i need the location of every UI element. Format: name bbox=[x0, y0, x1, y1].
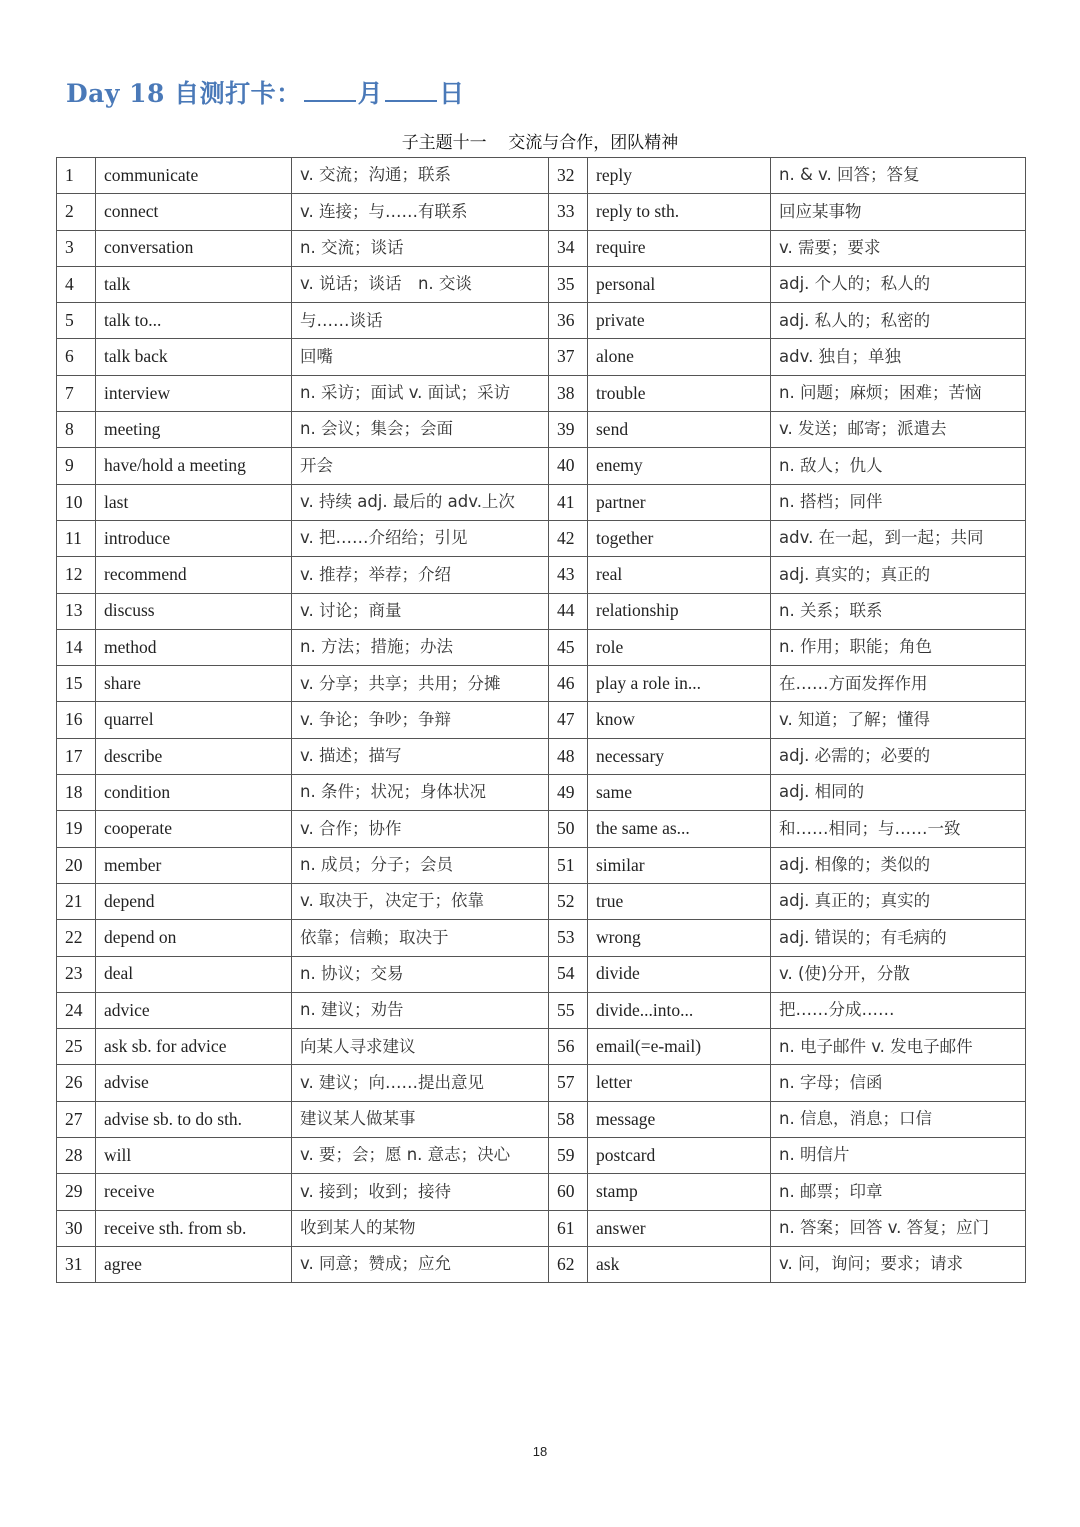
english-term: agree bbox=[96, 1246, 292, 1282]
english-term: partner bbox=[588, 484, 771, 520]
chinese-meaning: n. 建议；劝告 bbox=[292, 992, 549, 1028]
chinese-meaning: n. & v. 回答；答复 bbox=[771, 158, 1026, 194]
table-row bbox=[57, 992, 1026, 1028]
english-term: will bbox=[96, 1138, 292, 1174]
entry-number: 29 bbox=[57, 1174, 96, 1210]
chinese-meaning: v. 发送；邮寄；派遣去 bbox=[771, 412, 1026, 448]
chinese-meaning: n. 采访；面试 v. 面试；采访 bbox=[292, 375, 549, 411]
english-term: reply to sth. bbox=[588, 194, 771, 230]
english-term: describe bbox=[96, 738, 292, 774]
table-row bbox=[57, 557, 1026, 593]
chinese-meaning: 和……相同；与……一致 bbox=[771, 811, 1026, 847]
english-term: deal bbox=[96, 956, 292, 992]
english-term: recommend bbox=[96, 557, 292, 593]
chinese-meaning: v. 持续 adj. 最后的 adv.上次 bbox=[292, 484, 549, 520]
chinese-meaning: v. 分享；共享；共用；分摊 bbox=[292, 666, 549, 702]
english-term: together bbox=[588, 520, 771, 556]
chinese-meaning: n. 邮票；印章 bbox=[771, 1174, 1026, 1210]
english-term: personal bbox=[588, 266, 771, 302]
chinese-meaning: 回应某事物 bbox=[771, 194, 1026, 230]
entry-number: 18 bbox=[57, 775, 96, 811]
entry-number: 21 bbox=[57, 883, 96, 919]
chinese-meaning: 在……方面发挥作用 bbox=[771, 666, 1026, 702]
chinese-meaning: adj. 个人的；私人的 bbox=[771, 266, 1026, 302]
entry-number: 20 bbox=[57, 847, 96, 883]
entry-number: 42 bbox=[549, 520, 588, 556]
english-term: postcard bbox=[588, 1138, 771, 1174]
entry-number: 33 bbox=[549, 194, 588, 230]
entry-number: 4 bbox=[57, 266, 96, 302]
chinese-meaning: n. 方法；措施；办法 bbox=[292, 629, 549, 665]
entry-number: 58 bbox=[549, 1101, 588, 1137]
entry-number: 52 bbox=[549, 883, 588, 919]
entry-number: 39 bbox=[549, 412, 588, 448]
entry-number: 47 bbox=[549, 702, 588, 738]
chinese-meaning: n. 问题；麻烦；困难；苦恼 bbox=[771, 375, 1026, 411]
table-row bbox=[57, 412, 1026, 448]
entry-number: 51 bbox=[549, 847, 588, 883]
chinese-meaning: v. 交流；沟通；联系 bbox=[292, 158, 549, 194]
entry-number: 10 bbox=[57, 484, 96, 520]
chinese-meaning: 依靠；信赖；取决于 bbox=[292, 920, 549, 956]
page-number: 18 bbox=[532, 1444, 548, 1459]
chinese-meaning: n. 电子邮件 v. 发电子邮件 bbox=[771, 1029, 1026, 1065]
table-row bbox=[57, 847, 1026, 883]
chinese-meaning: adj. 错误的；有毛病的 bbox=[771, 920, 1026, 956]
entry-number: 40 bbox=[549, 448, 588, 484]
chinese-meaning: 收到某人的某物 bbox=[292, 1210, 549, 1246]
entry-number: 7 bbox=[57, 375, 96, 411]
day-label: 日 bbox=[439, 79, 465, 108]
entry-number: 60 bbox=[549, 1174, 588, 1210]
chinese-meaning: adv. 独自；单独 bbox=[771, 339, 1026, 375]
english-term: enemy bbox=[588, 448, 771, 484]
english-term: method bbox=[96, 629, 292, 665]
entry-number: 5 bbox=[57, 303, 96, 339]
english-term: alone bbox=[588, 339, 771, 375]
table-row bbox=[57, 1210, 1026, 1246]
entry-number: 8 bbox=[57, 412, 96, 448]
english-term: relationship bbox=[588, 593, 771, 629]
table-row bbox=[57, 266, 1026, 302]
entry-number: 26 bbox=[57, 1065, 96, 1101]
table-row bbox=[57, 920, 1026, 956]
vocabulary-table bbox=[56, 157, 1026, 1283]
english-term: message bbox=[588, 1101, 771, 1137]
chinese-meaning: n. 明信片 bbox=[771, 1138, 1026, 1174]
english-term: talk back bbox=[96, 339, 292, 375]
chinese-meaning: adj. 私人的；私密的 bbox=[771, 303, 1026, 339]
table-row bbox=[57, 158, 1026, 194]
chinese-meaning: adv. 在一起，到一起；共同 bbox=[771, 520, 1026, 556]
english-term: advise bbox=[96, 1065, 292, 1101]
english-term: stamp bbox=[588, 1174, 771, 1210]
table-row bbox=[57, 1138, 1026, 1174]
english-term: email(=e-mail) bbox=[588, 1029, 771, 1065]
entry-number: 46 bbox=[549, 666, 588, 702]
english-term: condition bbox=[96, 775, 292, 811]
chinese-meaning: n. 成员；分子；会员 bbox=[292, 847, 549, 883]
table-row bbox=[57, 1065, 1026, 1101]
chinese-meaning: v. 合作；协作 bbox=[292, 811, 549, 847]
table-row bbox=[57, 339, 1026, 375]
entry-number: 45 bbox=[549, 629, 588, 665]
table-row bbox=[57, 303, 1026, 339]
table-row bbox=[57, 230, 1026, 266]
entry-number: 3 bbox=[57, 230, 96, 266]
english-term: interview bbox=[96, 375, 292, 411]
entry-number: 50 bbox=[549, 811, 588, 847]
chinese-meaning: 把……分成…… bbox=[771, 992, 1026, 1028]
chinese-meaning: adj. 相同的 bbox=[771, 775, 1026, 811]
english-term: letter bbox=[588, 1065, 771, 1101]
chinese-meaning: 建议某人做某事 bbox=[292, 1101, 549, 1137]
chinese-meaning: adj. 真实的；真正的 bbox=[771, 557, 1026, 593]
english-term: send bbox=[588, 412, 771, 448]
english-term: member bbox=[96, 847, 292, 883]
english-term: last bbox=[96, 484, 292, 520]
table-row bbox=[57, 775, 1026, 811]
chinese-meaning: v. 连接；与……有联系 bbox=[292, 194, 549, 230]
chinese-meaning: 向某人寻求建议 bbox=[292, 1029, 549, 1065]
entry-number: 61 bbox=[549, 1210, 588, 1246]
table-row bbox=[57, 194, 1026, 230]
entry-number: 35 bbox=[549, 266, 588, 302]
english-term: private bbox=[588, 303, 771, 339]
entry-number: 2 bbox=[57, 194, 96, 230]
entry-number: 55 bbox=[549, 992, 588, 1028]
entry-number: 38 bbox=[549, 375, 588, 411]
english-term: same bbox=[588, 775, 771, 811]
entry-number: 62 bbox=[549, 1246, 588, 1282]
entry-number: 6 bbox=[57, 339, 96, 375]
english-term: talk bbox=[96, 266, 292, 302]
chinese-meaning: v. 问，询问；要求；请求 bbox=[771, 1246, 1026, 1282]
chinese-meaning: n. 协议；交易 bbox=[292, 956, 549, 992]
chinese-meaning: n. 搭档；同伴 bbox=[771, 484, 1026, 520]
entry-number: 28 bbox=[57, 1138, 96, 1174]
english-term: reply bbox=[588, 158, 771, 194]
english-term: trouble bbox=[588, 375, 771, 411]
english-term: ask bbox=[588, 1246, 771, 1282]
entry-number: 22 bbox=[57, 920, 96, 956]
english-term: play a role in... bbox=[588, 666, 771, 702]
chinese-meaning: v. 建议；向……提出意见 bbox=[292, 1065, 549, 1101]
entry-number: 56 bbox=[549, 1029, 588, 1065]
english-term: cooperate bbox=[96, 811, 292, 847]
english-term: advice bbox=[96, 992, 292, 1028]
month-blank[interactable] bbox=[304, 78, 356, 102]
entry-number: 31 bbox=[57, 1246, 96, 1282]
english-term: similar bbox=[588, 847, 771, 883]
table-row bbox=[57, 702, 1026, 738]
chinese-meaning: v. 需要；要求 bbox=[771, 230, 1026, 266]
title-prefix: Day 18 自测打卡： bbox=[66, 79, 302, 108]
entry-number: 34 bbox=[549, 230, 588, 266]
entry-number: 12 bbox=[57, 557, 96, 593]
entry-number: 24 bbox=[57, 992, 96, 1028]
english-term: real bbox=[588, 557, 771, 593]
english-term: answer bbox=[588, 1210, 771, 1246]
english-term: communicate bbox=[96, 158, 292, 194]
table-row bbox=[57, 1174, 1026, 1210]
english-term: meeting bbox=[96, 412, 292, 448]
english-term: have/hold a meeting bbox=[96, 448, 292, 484]
chinese-meaning: n. 作用；职能；角色 bbox=[771, 629, 1026, 665]
table-row bbox=[57, 883, 1026, 919]
chinese-meaning: 与……谈话 bbox=[292, 303, 549, 339]
english-term: wrong bbox=[588, 920, 771, 956]
entry-number: 13 bbox=[57, 593, 96, 629]
entry-number: 9 bbox=[57, 448, 96, 484]
chinese-meaning: n. 交流；谈话 bbox=[292, 230, 549, 266]
english-term: conversation bbox=[96, 230, 292, 266]
table-row bbox=[57, 1029, 1026, 1065]
entry-number: 57 bbox=[549, 1065, 588, 1101]
entry-number: 37 bbox=[549, 339, 588, 375]
table-row bbox=[57, 448, 1026, 484]
table-row bbox=[57, 520, 1026, 556]
english-term: know bbox=[588, 702, 771, 738]
chinese-meaning: v. 要；会；愿 n. 意志；决心 bbox=[292, 1138, 549, 1174]
table-row bbox=[57, 811, 1026, 847]
english-term: advise sb. to do sth. bbox=[96, 1101, 292, 1137]
chinese-meaning: v. 争论；争吵；争辩 bbox=[292, 702, 549, 738]
table-row bbox=[57, 666, 1026, 702]
vocabulary-table-body bbox=[57, 158, 1026, 1283]
entry-number: 32 bbox=[549, 158, 588, 194]
english-term: share bbox=[96, 666, 292, 702]
english-term: connect bbox=[96, 194, 292, 230]
page-title bbox=[66, 74, 465, 110]
chinese-meaning: v. 推荐；举荐；介绍 bbox=[292, 557, 549, 593]
english-term: the same as... bbox=[588, 811, 771, 847]
chinese-meaning: v. 描述；描写 bbox=[292, 738, 549, 774]
entry-number: 54 bbox=[549, 956, 588, 992]
entry-number: 14 bbox=[57, 629, 96, 665]
entry-number: 23 bbox=[57, 956, 96, 992]
english-term: true bbox=[588, 883, 771, 919]
english-term: depend on bbox=[96, 920, 292, 956]
english-term: discuss bbox=[96, 593, 292, 629]
english-term: require bbox=[588, 230, 771, 266]
month-label: 月 bbox=[357, 79, 384, 108]
table-row bbox=[57, 484, 1026, 520]
table-row bbox=[57, 593, 1026, 629]
chinese-meaning: v. 把……介绍给；引见 bbox=[292, 520, 549, 556]
entry-number: 15 bbox=[57, 666, 96, 702]
english-term: quarrel bbox=[96, 702, 292, 738]
english-term: receive bbox=[96, 1174, 292, 1210]
entry-number: 1 bbox=[57, 158, 96, 194]
chinese-meaning: n. 字母；信函 bbox=[771, 1065, 1026, 1101]
english-term: necessary bbox=[588, 738, 771, 774]
chinese-meaning: n. 会议；集会；会面 bbox=[292, 412, 549, 448]
entry-number: 27 bbox=[57, 1101, 96, 1137]
chinese-meaning: n. 信息，消息；口信 bbox=[771, 1101, 1026, 1137]
chinese-meaning: n. 条件；状况；身体状况 bbox=[292, 775, 549, 811]
chinese-meaning: v. 知道；了解；懂得 bbox=[771, 702, 1026, 738]
day-blank[interactable] bbox=[385, 78, 437, 102]
entry-number: 43 bbox=[549, 557, 588, 593]
english-term: talk to... bbox=[96, 303, 292, 339]
english-term: receive sth. from sb. bbox=[96, 1210, 292, 1246]
chinese-meaning: v. 接到；收到；接待 bbox=[292, 1174, 549, 1210]
entry-number: 25 bbox=[57, 1029, 96, 1065]
english-term: role bbox=[588, 629, 771, 665]
chinese-meaning: adj. 真正的；真实的 bbox=[771, 883, 1026, 919]
chinese-meaning: 回嘴 bbox=[292, 339, 549, 375]
english-term: depend bbox=[96, 883, 292, 919]
chinese-meaning: adj. 相像的；类似的 bbox=[771, 847, 1026, 883]
entry-number: 59 bbox=[549, 1138, 588, 1174]
entry-number: 17 bbox=[57, 738, 96, 774]
table-row bbox=[57, 629, 1026, 665]
entry-number: 11 bbox=[57, 520, 96, 556]
chinese-meaning: v. 同意；赞成；应允 bbox=[292, 1246, 549, 1282]
table-row bbox=[57, 956, 1026, 992]
chinese-meaning: n. 关系；联系 bbox=[771, 593, 1026, 629]
english-term: introduce bbox=[96, 520, 292, 556]
entry-number: 19 bbox=[57, 811, 96, 847]
entry-number: 41 bbox=[549, 484, 588, 520]
table-row bbox=[57, 1246, 1026, 1282]
chinese-meaning: n. 答案；回答 v. 答复；应门 bbox=[771, 1210, 1026, 1246]
chinese-meaning: v. 说话；谈话 n. 交谈 bbox=[292, 266, 549, 302]
chinese-meaning: 开会 bbox=[292, 448, 549, 484]
chinese-meaning: v. 取决于，决定于；依靠 bbox=[292, 883, 549, 919]
entry-number: 44 bbox=[549, 593, 588, 629]
english-term: ask sb. for advice bbox=[96, 1029, 292, 1065]
entry-number: 36 bbox=[549, 303, 588, 339]
chinese-meaning: v. 讨论；商量 bbox=[292, 593, 549, 629]
chinese-meaning: v. (使)分开，分散 bbox=[771, 956, 1026, 992]
table-row bbox=[57, 738, 1026, 774]
entry-number: 49 bbox=[549, 775, 588, 811]
english-term: divide bbox=[588, 956, 771, 992]
entry-number: 16 bbox=[57, 702, 96, 738]
chinese-meaning: n. 敌人；仇人 bbox=[771, 448, 1026, 484]
entry-number: 30 bbox=[57, 1210, 96, 1246]
table-row bbox=[57, 1101, 1026, 1137]
subtopic-heading: 子主题十一 交流与合作，团队精神 bbox=[401, 133, 679, 153]
english-term: divide...into... bbox=[588, 992, 771, 1028]
entry-number: 53 bbox=[549, 920, 588, 956]
entry-number: 48 bbox=[549, 738, 588, 774]
chinese-meaning: adj. 必需的；必要的 bbox=[771, 738, 1026, 774]
table-row bbox=[57, 375, 1026, 411]
